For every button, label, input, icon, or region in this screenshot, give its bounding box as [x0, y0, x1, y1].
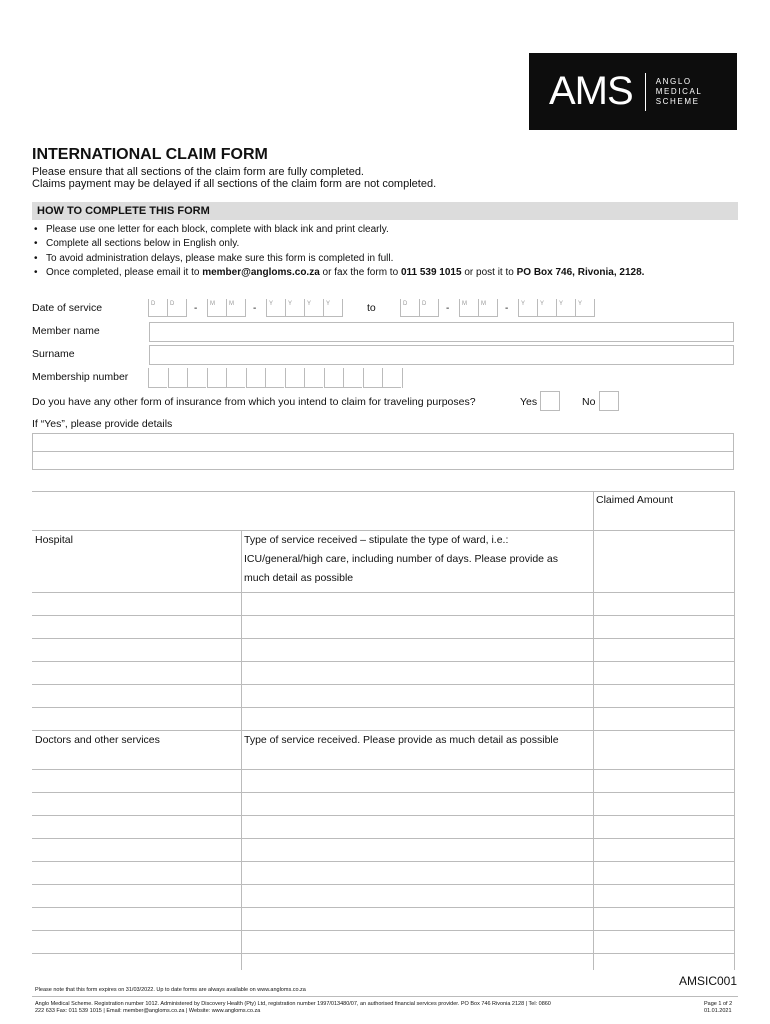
date-digit-cell[interactable]: D — [148, 299, 167, 317]
membership-digit-cell[interactable] — [207, 368, 226, 388]
cell-border — [438, 299, 439, 317]
logo-mark: AMS — [549, 69, 633, 113]
table-row-line — [32, 884, 734, 885]
details-divider — [33, 451, 733, 452]
date-of-service-label: Date of service — [32, 302, 103, 314]
no-checkbox[interactable] — [599, 391, 619, 411]
date-separator: - — [505, 303, 509, 314]
insurance-question: Do you have any other form of insurance from which you intend to claim for traveling purposes? — [32, 396, 476, 408]
form-code: AMSIC001 — [679, 974, 738, 988]
table-row-line — [32, 491, 734, 492]
date-separator: - — [446, 303, 450, 314]
intro-line-2: Claims payment may be delayed if all sections of the claim form are not completed. — [32, 178, 437, 190]
page-number: Page 1 of 2 — [704, 1001, 733, 1007]
legal-line-1: Anglo Medical Scheme. Registration number 1012. Administered by Discovery Health (Pty) Ltd, registration number 1997/013480/07, an authorised financial services provider. PO Box 746 Rivonia 2128 | Tel: 0860 — [35, 1001, 551, 1007]
logo-text — [656, 77, 703, 107]
yes-checkbox[interactable] — [540, 391, 560, 411]
date-digit-cell[interactable]: Y — [304, 299, 323, 317]
contact-email: member@angloms.co.za — [202, 266, 320, 278]
table-row-line — [32, 838, 734, 839]
table-row-line — [32, 861, 734, 862]
date-digit-cell[interactable]: Y — [537, 299, 556, 317]
date-separator: - — [194, 303, 198, 314]
member-name-input[interactable] — [149, 322, 734, 342]
claimed-amount-header: Claimed Amount — [596, 494, 674, 506]
table-row-line — [32, 792, 734, 793]
membership-digit-cell[interactable] — [265, 368, 284, 388]
footer-divider — [32, 996, 738, 997]
cell-border — [186, 299, 187, 317]
legal-line-2: 222 633 Fax: 011 539 1015 | Email: member@angloms.co.za | Website: www.angloms.co.za — [35, 1008, 261, 1014]
instruction-item — [32, 266, 644, 280]
hospital-description-3: much detail as possible — [244, 572, 354, 584]
membership-digit-cell[interactable] — [324, 368, 343, 388]
date-digit-cell[interactable]: Y — [266, 299, 285, 317]
table-row-line — [32, 769, 734, 770]
table-row-line — [32, 638, 734, 639]
table-row-line — [32, 730, 734, 731]
how-to-heading: HOW TO COMPLETE THIS FORM — [32, 202, 738, 220]
hospital-header: Hospital — [35, 534, 73, 546]
cell-border — [594, 299, 595, 317]
no-label: No — [582, 396, 596, 408]
membership-digit-cell[interactable] — [246, 368, 265, 388]
intro-line-1: Please ensure that all sections of the claim form are fully completed. — [32, 166, 364, 178]
hospital-description-1: Type of service received – stipulate the type of ward, i.e.: — [244, 534, 509, 546]
logo-divider — [645, 73, 646, 111]
table-row-line — [32, 953, 734, 954]
instruction-item: • To avoid administration delays, please make sure this form is completed in full. — [32, 252, 644, 266]
table-row-line — [32, 930, 734, 931]
form-title: INTERNATIONAL CLAIM FORM — [32, 146, 268, 163]
revision-date: 01.01.2021 — [704, 1008, 732, 1014]
table-column-line — [593, 491, 594, 970]
date-digit-cell[interactable]: M — [226, 299, 245, 317]
date-digit-cell[interactable]: M — [478, 299, 497, 317]
instructions-list — [32, 223, 644, 280]
membership-digit-cell[interactable] — [226, 368, 245, 388]
logo-line-3: SCHEME — [655, 96, 700, 106]
membership-digit-cell[interactable] — [343, 368, 362, 388]
ams-logo — [529, 53, 737, 130]
cell-border — [497, 299, 498, 317]
date-digit-cell[interactable]: Y — [575, 299, 594, 317]
instruction-text: or post it to — [461, 266, 517, 278]
cell-border — [402, 368, 403, 388]
table-column-line — [241, 530, 242, 970]
membership-number-label: Membership number — [32, 371, 129, 383]
date-digit-cell[interactable]: Y — [323, 299, 342, 317]
date-digit-cell[interactable]: Y — [556, 299, 575, 317]
table-row-line — [32, 661, 734, 662]
table-column-line — [734, 491, 735, 970]
date-separator: - — [253, 303, 257, 314]
cell-border — [342, 299, 343, 317]
table-row-line — [32, 707, 734, 708]
doctors-description: Type of service received. Please provide as much detail as possible — [244, 734, 559, 746]
date-digit-cell[interactable]: Y — [285, 299, 304, 317]
cell-border — [245, 299, 246, 317]
logo-line-2: MEDICAL — [655, 86, 703, 96]
yes-label: Yes — [520, 396, 538, 408]
membership-digit-cell[interactable] — [148, 368, 167, 388]
table-row-line — [32, 815, 734, 816]
instruction-item: • Complete all sections below in English only. — [32, 237, 644, 251]
date-digit-cell[interactable]: Y — [518, 299, 537, 317]
date-digit-cell[interactable]: M — [207, 299, 226, 317]
contact-post: PO Box 746, Rivonia, 2128. — [516, 266, 645, 278]
membership-digit-cell[interactable] — [187, 368, 206, 388]
membership-digit-cell[interactable] — [285, 368, 304, 388]
membership-digit-cell[interactable] — [304, 368, 323, 388]
table-row-line — [32, 615, 734, 616]
doctors-header: Doctors and other services — [35, 734, 160, 746]
membership-digit-cell[interactable] — [168, 368, 187, 388]
surname-label: Surname — [32, 348, 75, 360]
date-digit-cell[interactable]: D — [400, 299, 419, 317]
date-digit-cell[interactable]: D — [419, 299, 438, 317]
member-name-label: Member name — [32, 325, 100, 337]
contact-fax: 011 539 1015 — [400, 266, 462, 278]
logo-line-1: ANGLO — [655, 76, 692, 86]
date-digit-cell[interactable]: D — [167, 299, 186, 317]
membership-digit-cell[interactable] — [363, 368, 382, 388]
instruction-text: or fax the form to — [319, 266, 401, 278]
if-yes-label: If “Yes”, please provide details — [32, 418, 173, 430]
date-digit-cell[interactable]: M — [459, 299, 478, 317]
table-row-line — [32, 684, 734, 685]
membership-digit-cell[interactable] — [382, 368, 401, 388]
hospital-description-2: ICU/general/high care, including number of days. Please provide as — [244, 553, 559, 565]
table-row-line — [32, 592, 734, 593]
table-row-line — [32, 530, 734, 531]
table-row-line — [32, 907, 734, 908]
instruction-text: Once completed, please email it to — [46, 266, 203, 278]
instruction-item: • Please use one letter for each block, complete with black ink and print clearly. — [32, 223, 644, 237]
expiry-note: Please note that this form expires on 31/03/2022. Up to date forms are always available on www.angloms.co.za — [35, 987, 306, 993]
surname-input[interactable] — [149, 345, 734, 365]
to-label: to — [367, 302, 376, 314]
